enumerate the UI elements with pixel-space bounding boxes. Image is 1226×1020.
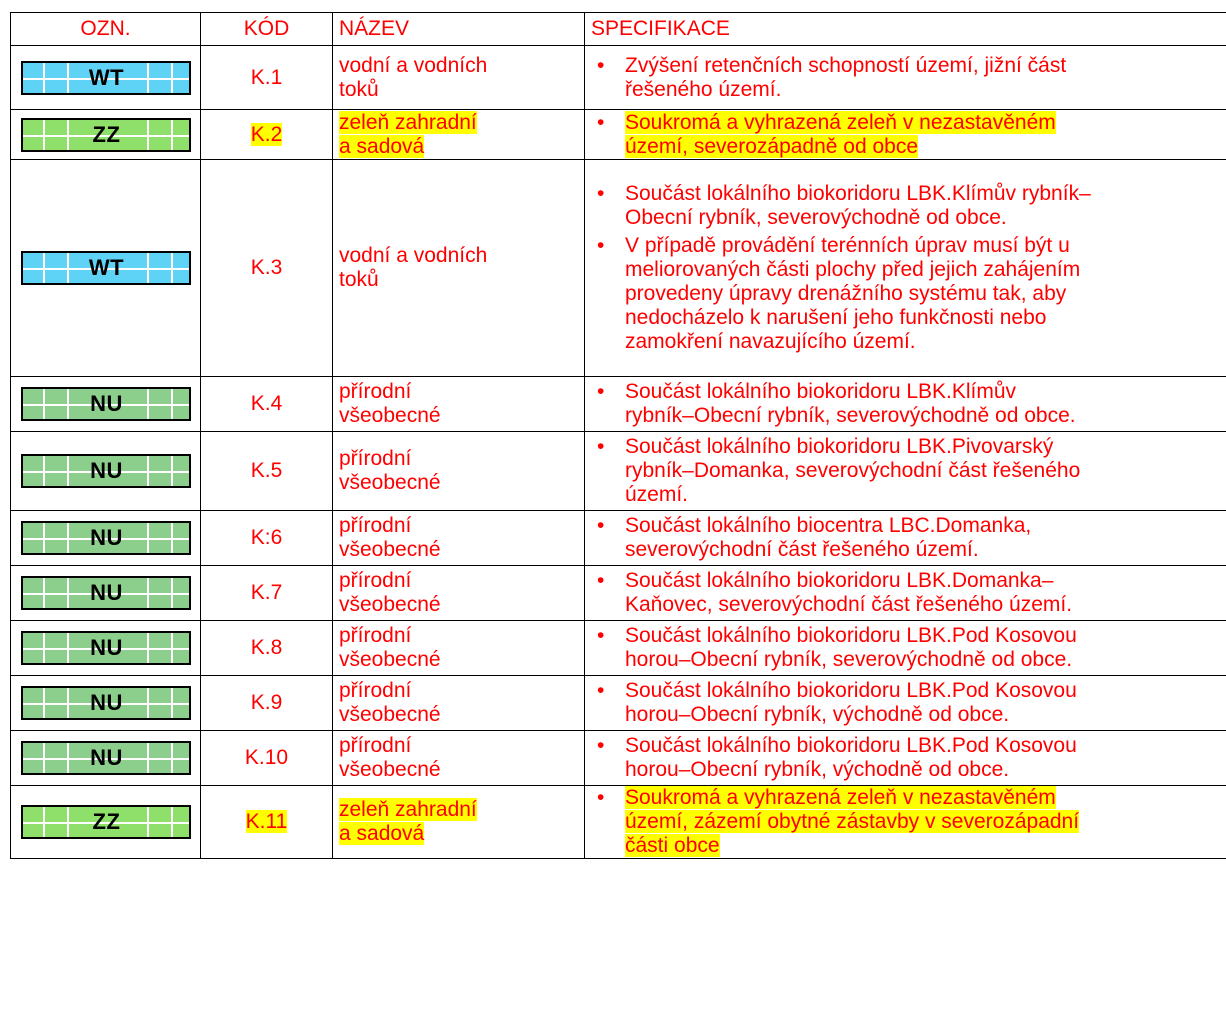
specifikace-cell: [585, 731, 1226, 786]
header-ozn: OZN.: [11, 13, 201, 46]
kod-cell: [201, 110, 333, 160]
spec-bullet: [591, 569, 1220, 617]
spec-line: Součást lokálního biokoridoru LBK.Klímův rybník–: [625, 182, 1091, 205]
land-use-badge: [21, 521, 191, 555]
ozn-cell: [11, 160, 201, 377]
nazev-line: a sadová: [339, 822, 425, 845]
badge-code: WT: [88, 255, 125, 280]
nazev-line: zeleň zahradní: [339, 798, 477, 821]
land-use-badge: [21, 454, 191, 488]
nazev-cell: [333, 731, 585, 786]
spec-line: horou–Obecní rybník, východně od obce.: [625, 703, 1010, 726]
spec-line: meliorovaných části plochy před jejich zahájením: [625, 258, 1081, 281]
spec-bullet: [591, 111, 1220, 159]
spec-bullet: [591, 734, 1220, 782]
spec-line: rybník–Domanka, severovýchodní část řešeného: [625, 459, 1081, 482]
badge-code: NU: [90, 458, 123, 483]
spec-list: [591, 679, 1220, 727]
nazev-line: a sadová: [339, 134, 425, 158]
badge-code: ZZ: [92, 121, 121, 147]
kod-cell: [201, 160, 333, 377]
kod-value: K.1: [250, 65, 283, 89]
spec-bullet: [591, 182, 1220, 230]
nazev-line: přírodní: [339, 679, 412, 702]
nazev-cell: [333, 786, 585, 859]
spec-line: severovýchodní část řešeného území.: [625, 538, 979, 561]
nazev-cell: [333, 511, 585, 566]
land-use-badge: [21, 686, 191, 720]
nazev-cell: [333, 110, 585, 160]
kod-value: K.5: [250, 459, 283, 482]
spec-line: nedocházelo k narušení jeho funkčnosti nebo: [625, 306, 1047, 329]
spec-bullet: [591, 380, 1220, 428]
kod-value: K.4: [250, 392, 283, 415]
kod-value: K.2: [250, 122, 283, 146]
spec-line: Zvýšení retenčních schopností území, jižní část: [625, 53, 1067, 77]
spec-line: Obecní rybník, severovýchodně od obce.: [625, 206, 1007, 229]
spec-bullet: [591, 435, 1220, 507]
ozn-cell: [11, 511, 201, 566]
nazev-cell: [333, 621, 585, 676]
kod-value: K:6: [250, 526, 283, 549]
badge-code: NU: [90, 745, 123, 770]
spec-bullet: [591, 54, 1220, 102]
spec-list: [591, 182, 1220, 354]
nazev-line: všeobecné: [339, 471, 441, 494]
spec-list: [591, 380, 1220, 428]
kod-cell: [201, 432, 333, 511]
specifikace-cell: [585, 110, 1226, 160]
specifikace-cell: [585, 511, 1226, 566]
spec-line: zamokření navazujícího území.: [625, 330, 916, 353]
specifikace-cell: [585, 786, 1226, 859]
spec-bullet: [591, 514, 1220, 562]
spec-list: [591, 624, 1220, 672]
table-row: [11, 110, 1226, 160]
table-row: [11, 621, 1226, 676]
kod-cell: [201, 511, 333, 566]
nazev-line: zeleň zahradní: [339, 110, 477, 134]
land-use-badge: [21, 631, 191, 665]
nazev-cell: [333, 160, 585, 377]
spec-list: [591, 786, 1220, 858]
nazev-line: všeobecné: [339, 758, 441, 781]
ozn-cell: [11, 432, 201, 511]
table-row: [11, 160, 1226, 377]
kod-value: K.8: [250, 636, 283, 659]
badge-code: NU: [90, 391, 123, 416]
land-use-badge: [21, 61, 191, 95]
spec-line: řešeného území.: [625, 77, 782, 101]
kod-cell: [201, 566, 333, 621]
spec-bullet: [591, 624, 1220, 672]
badge-code: NU: [90, 525, 123, 550]
ozn-cell: [11, 377, 201, 432]
nazev-cell: [333, 566, 585, 621]
badge-code: NU: [90, 690, 123, 715]
kod-cell: [201, 676, 333, 731]
table-row: [11, 786, 1226, 859]
nazev-line: přírodní: [339, 569, 412, 592]
nazev-line: toků: [339, 77, 379, 101]
kod-cell: [201, 46, 333, 110]
kod-cell: [201, 786, 333, 859]
spec-line: území, zázemí obytné zástavby v severozápadní: [625, 810, 1080, 833]
header-nazev: NÁZEV: [333, 13, 585, 46]
specifikace-cell: [585, 676, 1226, 731]
spec-line: území.: [625, 483, 689, 506]
land-use-badge: [21, 251, 191, 285]
nazev-line: všeobecné: [339, 593, 441, 616]
kod-cell: [201, 731, 333, 786]
ozn-cell: [11, 110, 201, 160]
specifikace-cell: [585, 621, 1226, 676]
land-use-badge: [21, 387, 191, 421]
specifikace-cell: [585, 377, 1226, 432]
spec-line: Soukromá a vyhrazená zeleň v nezastavěném: [625, 786, 1056, 809]
spec-line: Soukromá a vyhrazená zeleň v nezastavěném: [625, 110, 1056, 134]
nazev-line: přírodní: [339, 514, 412, 537]
nazev-line: přírodní: [339, 380, 412, 403]
spec-line: rybník–Obecní rybník, severovýchodně od obce.: [625, 404, 1076, 427]
table-row: [11, 432, 1226, 511]
spec-list: [591, 734, 1220, 782]
specifikace-cell: [585, 566, 1226, 621]
badge-code: ZZ: [92, 809, 121, 834]
spec-bullet: [591, 786, 1220, 858]
spec-line: horou–Obecní rybník, severovýchodně od obce.: [625, 648, 1073, 671]
nazev-cell: [333, 46, 585, 110]
table-row: [11, 377, 1226, 432]
table-row: [11, 566, 1226, 621]
spec-line: provedeny úpravy drenážního systému tak, aby: [625, 282, 1067, 305]
nazev-line: přírodní: [339, 624, 412, 647]
spec-line: Součást lokálního biocentra LBC.Domanka,: [625, 514, 1032, 537]
nazev-line: všeobecné: [339, 703, 441, 726]
spec-line: horou–Obecní rybník, východně od obce.: [625, 758, 1010, 781]
badge-code: NU: [90, 580, 123, 605]
ozn-cell: [11, 566, 201, 621]
nazev-cell: [333, 377, 585, 432]
header-specifikace: SPECIFIKACE: [585, 13, 1226, 46]
spec-line: území, severozápadně od obce: [625, 134, 919, 158]
kod-cell: [201, 377, 333, 432]
ozn-cell: [11, 46, 201, 110]
nazev-line: toků: [339, 268, 379, 291]
spec-line: Součást lokálního biokoridoru LBK.Klímův: [625, 380, 1017, 403]
land-use-badge: [21, 118, 191, 152]
kod-value: K.7: [250, 581, 283, 604]
nazev-line: přírodní: [339, 447, 412, 470]
kod-cell: [201, 621, 333, 676]
header-kod: KÓD: [201, 13, 333, 46]
nazev-line: všeobecné: [339, 404, 441, 427]
nazev-line: vodní a vodních: [339, 244, 488, 267]
table-row: [11, 46, 1226, 110]
spec-list: [591, 54, 1220, 102]
land-use-badge: [21, 741, 191, 775]
nazev-cell: [333, 432, 585, 511]
spec-line: Kaňovec, severovýchodní část řešeného území.: [625, 593, 1073, 616]
table-row: [11, 731, 1226, 786]
kod-value: K.9: [250, 691, 283, 714]
badge-code: NU: [90, 635, 123, 660]
spec-line: Součást lokálního biokoridoru LBK.Pod Kosovou: [625, 679, 1077, 702]
nazev-line: přírodní: [339, 734, 412, 757]
land-use-table: [10, 12, 1226, 859]
kod-value: K.10: [244, 746, 289, 769]
spec-line: Součást lokálního biokoridoru LBK.Pod Kosovou: [625, 734, 1077, 757]
spec-line: Součást lokálního biokoridoru LBK.Pod Kosovou: [625, 624, 1077, 647]
nazev-line: vodní a vodních: [339, 53, 488, 77]
table-row: [11, 511, 1226, 566]
table-header-row: [11, 13, 1226, 46]
ozn-cell: [11, 676, 201, 731]
land-use-badge: [21, 805, 191, 839]
ozn-cell: [11, 731, 201, 786]
badge-code: WT: [88, 64, 125, 90]
spec-list: [591, 111, 1220, 159]
spec-line: Součást lokálního biokoridoru LBK.Pivovarský: [625, 435, 1054, 458]
nazev-cell: [333, 676, 585, 731]
spec-bullet: [591, 234, 1220, 354]
land-use-badge: [21, 576, 191, 610]
spec-bullet: [591, 679, 1220, 727]
spec-list: [591, 435, 1220, 507]
spec-list: [591, 569, 1220, 617]
ozn-cell: [11, 621, 201, 676]
nazev-line: všeobecné: [339, 538, 441, 561]
spec-line: V případě provádění terénních úprav musí být u: [625, 234, 1070, 257]
table-row: [11, 676, 1226, 731]
spec-line: Součást lokálního biokoridoru LBK.Domanka–: [625, 569, 1054, 592]
nazev-line: všeobecné: [339, 648, 441, 671]
spec-line: části obce: [625, 834, 720, 857]
specifikace-cell: [585, 432, 1226, 511]
spec-list: [591, 514, 1220, 562]
specifikace-cell: [585, 160, 1226, 377]
specifikace-cell: [585, 46, 1226, 110]
kod-value: K.3: [250, 256, 283, 279]
kod-value: K.11: [245, 810, 288, 833]
ozn-cell: [11, 786, 201, 859]
